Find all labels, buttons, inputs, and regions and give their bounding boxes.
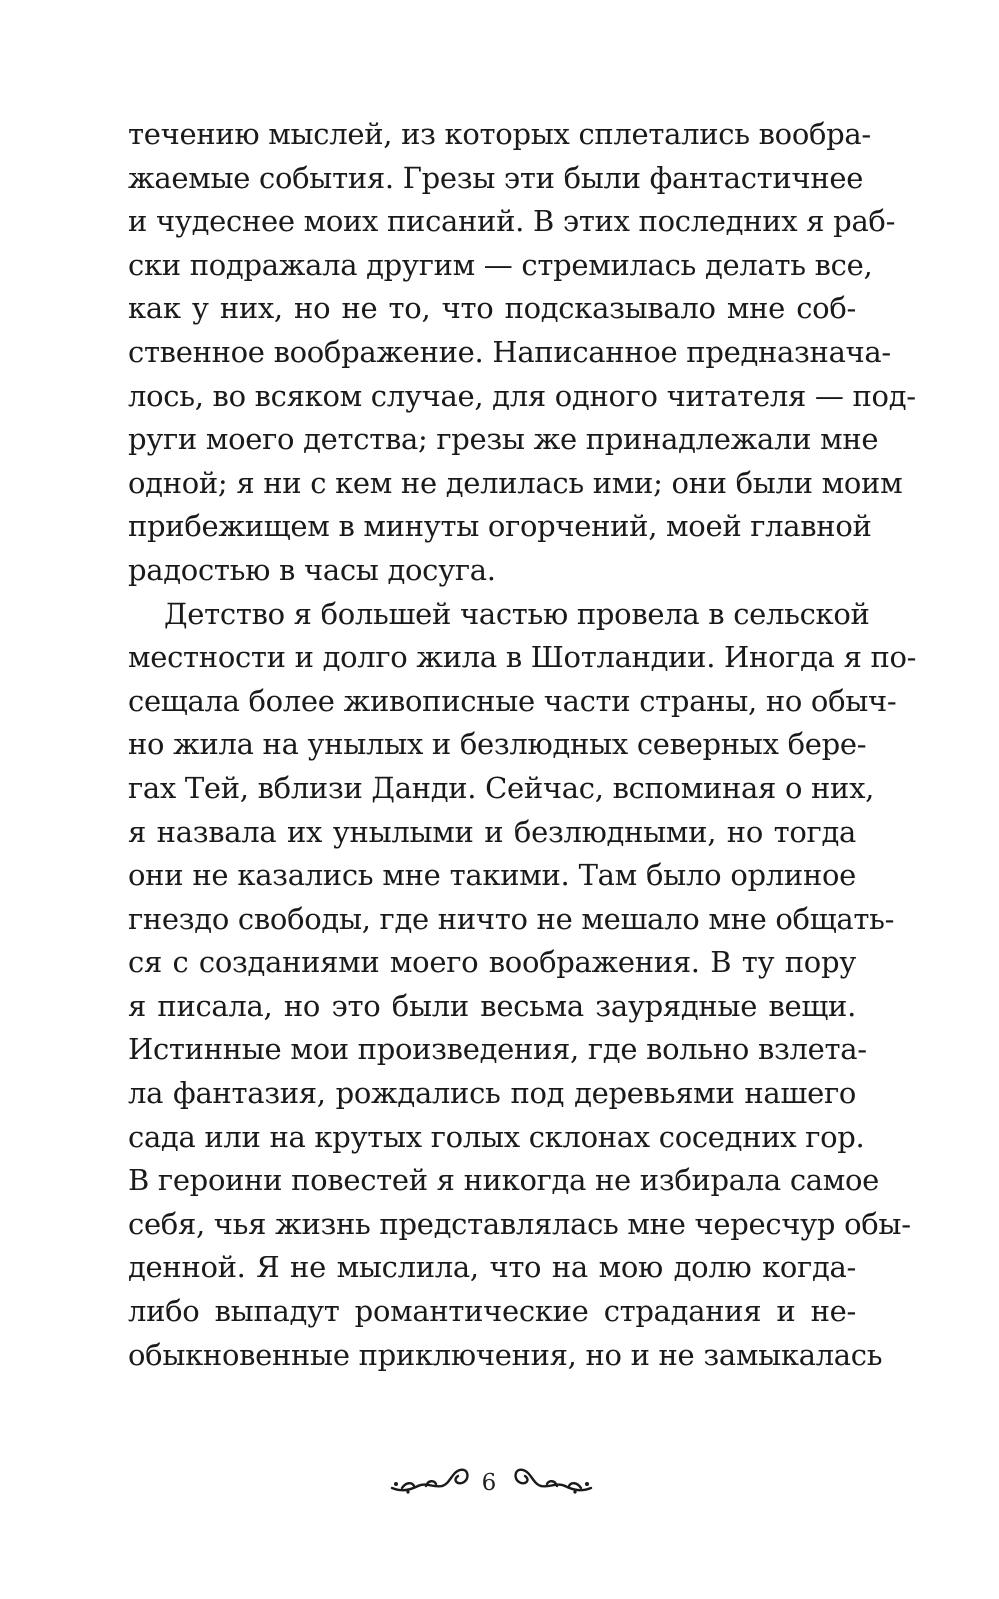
- text-line: ственное воображение. Написанное предназнача-: [128, 334, 891, 369]
- text-line: лось, во всяком случае, для одного читателя — под-: [128, 378, 916, 413]
- body-text: [128, 113, 917, 1377]
- text-line: ся с созданиями моего воображения. В ту пору: [128, 945, 856, 980]
- text-line: сада или на крутых голых склонах соседних гор.: [128, 1119, 865, 1154]
- text-line: местности и долго жила в Шотландии. Иногда я по-: [128, 640, 917, 675]
- text-line: ски подражала другим — стремилась делать все,: [128, 247, 873, 282]
- text-line: гнездо свободы, где ничто не мешало мне общать-: [128, 901, 895, 936]
- text-line: и чудеснее моих писаний. В этих последних я раб-: [128, 204, 896, 239]
- page-footer: [0, 1462, 999, 1510]
- text-line: руги моего детства; грезы же принадлежали мне: [128, 422, 879, 457]
- text-line: либо выпадут романтические страдания и не-: [128, 1294, 856, 1329]
- flourish-right-icon: [511, 1462, 595, 1502]
- page-number: 6: [481, 1470, 497, 1496]
- text-line: В героини повестей я никогда не избирала самое: [128, 1163, 880, 1198]
- text-line: но жила на унылых и безлюдных северных бере-: [128, 727, 867, 762]
- text-line: себя, чья жизнь представлялась мне чересчур обы-: [128, 1206, 911, 1241]
- text-line: я назвала их унылыми и безлюдными, но тогда: [128, 814, 856, 849]
- text-line: гах Тей, вблизи Данди. Сейчас, вспоминая о них,: [128, 770, 875, 805]
- text-line: прибежищем в минуты огорчений, моей главной: [128, 509, 872, 544]
- text-line: ла фантазия, рождались под деревьями нашего: [128, 1076, 856, 1111]
- text-line: сещала более живописные части страны, но обыч-: [128, 683, 897, 718]
- text-line-paragraph-end: радостью в часы досуга.: [128, 552, 496, 587]
- text-line-paragraph-start: Детство я большей частью провела в сельской: [164, 596, 870, 631]
- text-line: жаемые события. Грезы эти были фантастичнее: [128, 160, 864, 195]
- text-line: они не казались мне такими. Там было орлиное: [128, 858, 856, 893]
- text-line: денной. Я не мыслила, что на мою долю когда-: [128, 1250, 856, 1285]
- text-line: обыкновенные приключения, но и не замыкалась: [128, 1337, 883, 1372]
- text-line: как у них, но не то, что подсказывало мне соб-: [128, 291, 856, 326]
- text-line: Истинные мои произведения, где вольно взлета-: [128, 1032, 867, 1067]
- flourish-left-icon: [388, 1462, 472, 1502]
- text-line: одной; я ни с кем не делилась ими; они были моим: [128, 465, 903, 500]
- text-line: течению мыслей, из которых сплетались вообра-: [128, 117, 871, 151]
- text-line: я писала, но это были весьма заурядные вещи.: [128, 988, 856, 1023]
